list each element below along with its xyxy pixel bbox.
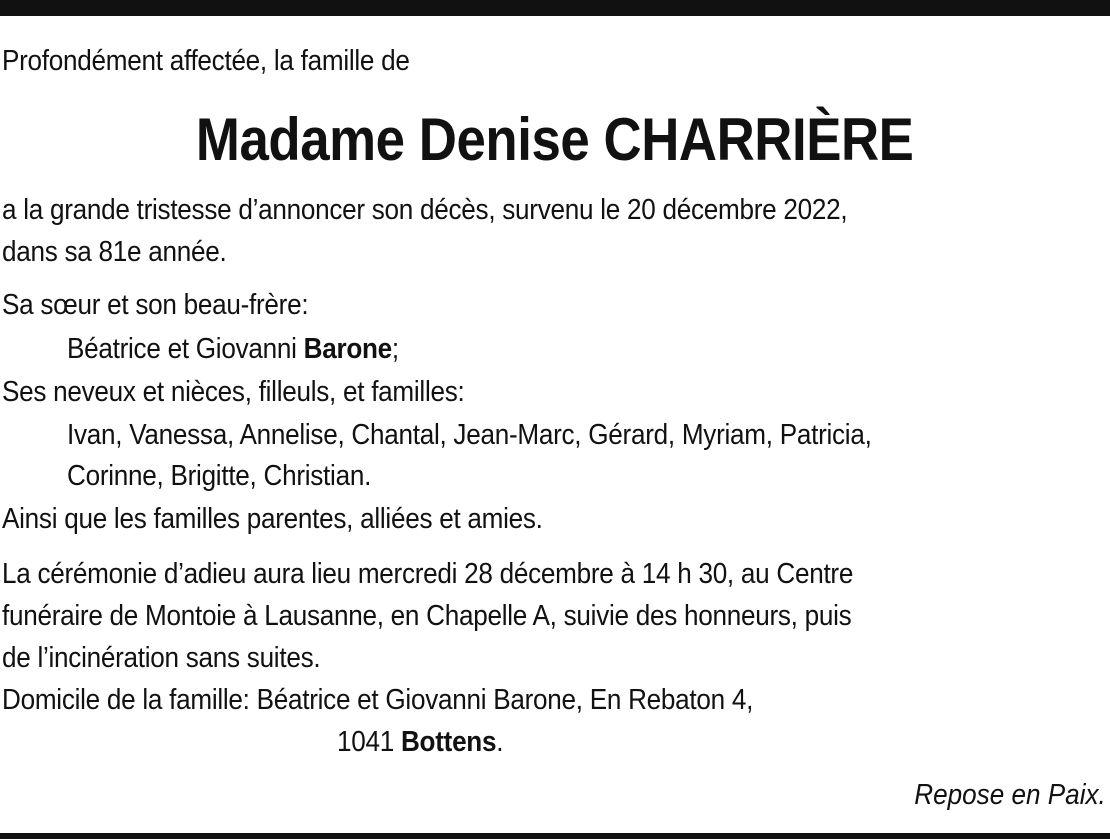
domicile-postcode: 1041 bbox=[337, 726, 401, 758]
sister-surname: Barone bbox=[303, 333, 392, 365]
deceased-name bbox=[0, 104, 1110, 176]
sister-heading: Sa sœur et son beau-frère: bbox=[2, 289, 309, 321]
announcement-line-1: a la grande tristesse d’annoncer son décès, survenu le 20 décembre 2022, bbox=[2, 194, 848, 226]
deceased-name-text: Madame Denise CHARRIÈRE bbox=[196, 106, 914, 173]
nephews-heading: Ses neveux et nièces, filleuls, et familles: bbox=[2, 376, 465, 408]
ceremony-line-1: La cérémonie d’adieu aura lieu mercredi 28 décembre à 14 h 30, au Centre bbox=[2, 558, 854, 590]
nephews-names-line-1: Ivan, Vanessa, Annelise, Chantal, Jean-Marc, Gérard, Myriam, Patricia, bbox=[67, 419, 872, 451]
sister-given-names: Béatrice et Giovanni bbox=[67, 333, 304, 365]
others-line: Ainsi que les familles parentes, alliées et amies. bbox=[2, 503, 543, 535]
ceremony-line-3: de l’incinération sans suites. bbox=[2, 642, 321, 674]
ceremony-line-2: funéraire de Montoie à Lausanne, en Chapelle A, suivie des honneurs, puis bbox=[2, 600, 852, 632]
sister-suffix: ; bbox=[391, 333, 399, 365]
domicile-town-name: Bottens bbox=[400, 726, 497, 758]
domicile-town bbox=[337, 725, 503, 759]
announcement-line-2: dans sa 81e année. bbox=[2, 236, 227, 268]
bottom-rule bbox=[0, 833, 1110, 839]
domicile-line: Domicile de la famille: Béatrice et Giovanni Barone, En Rebaton 4, bbox=[2, 684, 754, 716]
closing-text: Repose en Paix. bbox=[914, 779, 1106, 811]
domicile-town-suffix: . bbox=[496, 726, 504, 758]
intro-text: Profondément affectée, la famille de bbox=[2, 45, 410, 77]
sister-names bbox=[67, 332, 399, 366]
nephews-names-line-2: Corinne, Brigitte, Christian. bbox=[67, 460, 372, 492]
